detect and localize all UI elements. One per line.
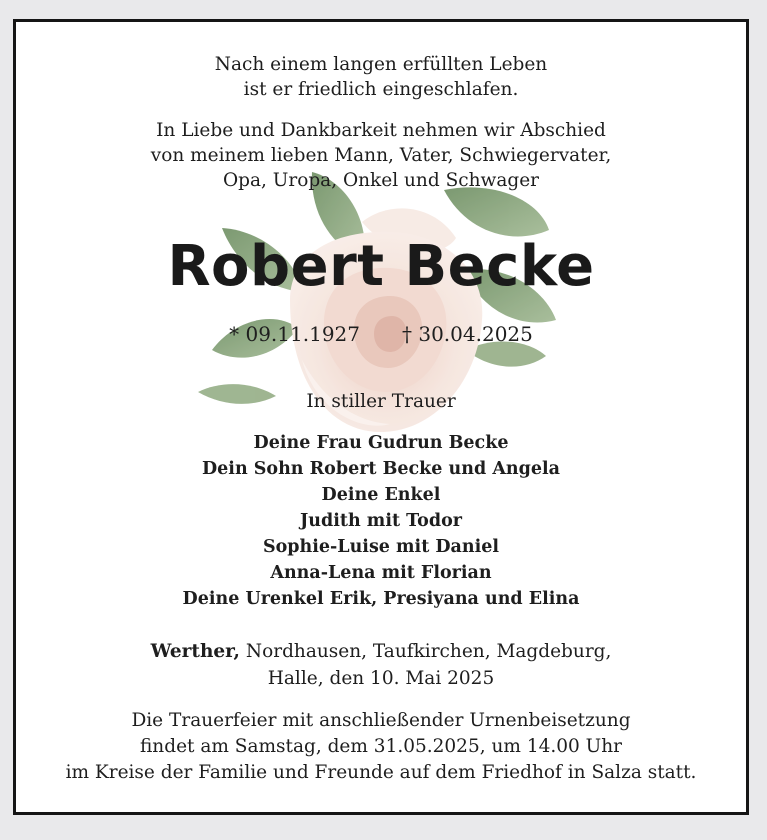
intro-line: ist er friedlich eingeschlafen. [243, 79, 519, 100]
family-line: Anna-Lena mit Florian [270, 563, 492, 583]
mourning-label: In stiller Trauer [306, 391, 456, 412]
death-date: † 30.04.2025 [402, 322, 533, 346]
life-dates [16, 320, 746, 348]
date-line: Halle, den 10. Mai 2025 [267, 668, 495, 689]
intro-text [16, 52, 746, 102]
other-towns: Nordhausen, Taufkirchen, Magdeburg, [240, 641, 612, 662]
towns-line [16, 638, 746, 665]
farewell-line: In Liebe und Dankbarkeit nehmen wir Abschied [156, 120, 606, 141]
ceremony-line: Die Trauerfeier mit anschließender Urnenbeisetzung [131, 710, 631, 731]
main-town: Werther, [150, 641, 241, 662]
family-line: Judith mit Todor [300, 511, 462, 531]
family-line: Deine Frau Gudrun Becke [253, 433, 509, 453]
family-line: Deine Urenkel Erik, Presiyana und Elina [182, 589, 580, 609]
place-and-date [16, 638, 746, 692]
ceremony-line: im Kreise der Familie und Freunde auf dem Friedhof in Salza statt. [65, 762, 697, 783]
family-line: Sophie-Luise mit Daniel [262, 537, 500, 557]
birth-date: * 09.11.1927 [229, 322, 360, 346]
farewell-text [16, 118, 746, 193]
ceremony-line: findet am Samstag, dem 31.05.2025, um 14.00 Uhr [139, 736, 623, 757]
ceremony-info [16, 708, 746, 786]
family-line: Dein Sohn Robert Becke und Angela [202, 459, 560, 479]
family-list [16, 430, 746, 612]
family-line: Deine Enkel [321, 485, 441, 505]
intro-line: Nach einem langen erfüllten Leben [214, 54, 548, 75]
farewell-line: von meinem lieben Mann, Vater, Schwiegervater, [150, 145, 612, 166]
deceased-name: Robert Becke [167, 234, 595, 299]
farewell-line: Opa, Uropa, Onkel und Schwager [222, 170, 540, 191]
obituary-notice [13, 19, 749, 815]
